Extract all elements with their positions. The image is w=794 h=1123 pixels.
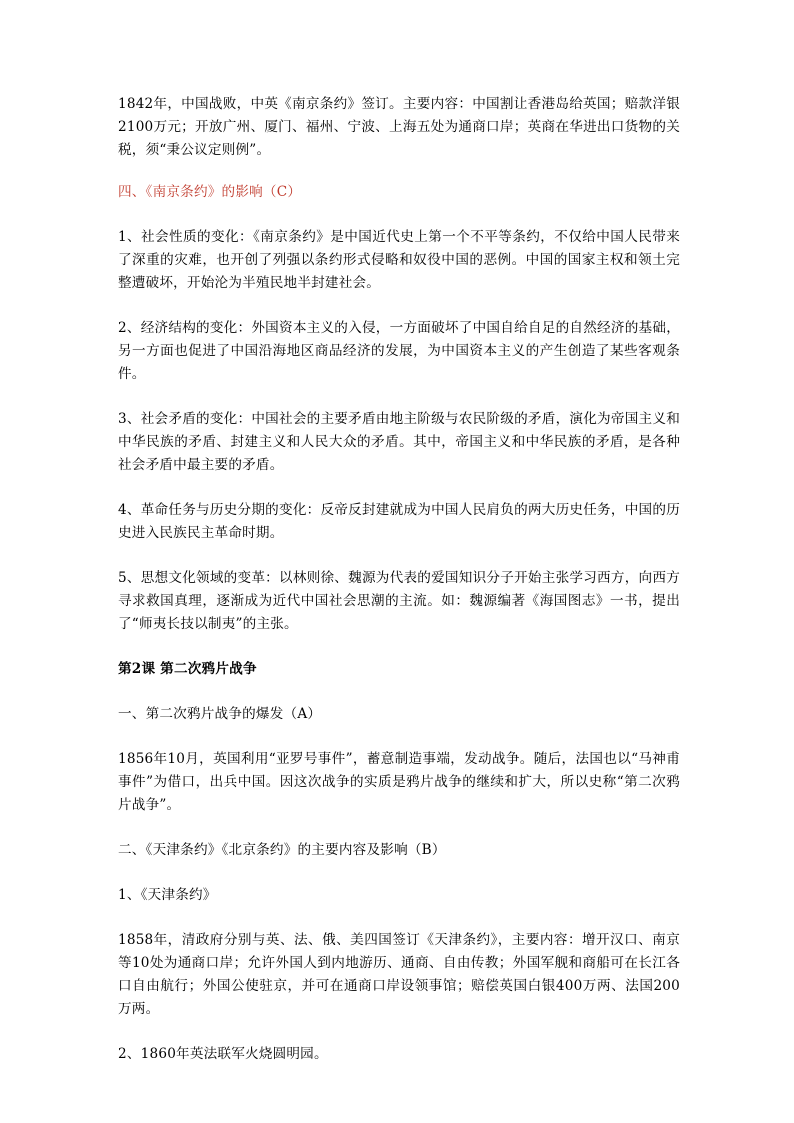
paragraph-social-contradiction: 3、社会矛盾的变化：中国社会的主要矛盾由地主阶级与农民阶级的矛盾，演化为帝国主义和中华民族的矛盾、封建主义和人民大众的矛盾。其中，帝国主义和中华民族的矛盾，是各种社会矛盾中最主要的矛盾。 [118, 411, 680, 473]
paragraph-tianjin-treaty: 1858年，清政府分别与英、法、俄、美四国签订《天津条约》，主要内容：增开汉口、南京等10处为通商口岸；允许外国人到内地游历、通商、自由传教；外国军舰和商船可在长江各口自由航行；外国公使驻京，并可在通商口岸设领事馆；赔偿英国白银400万两、法国200万两。 [118, 932, 680, 1017]
paragraph-war-outbreak: 1856年10月，英国利用“亚罗号事件”，蓄意制造事端，发动战争。随后，法国也以“马神甫事件”为借口，出兵中国。因这次战争的实质是鸦片战争的继续和扩大，所以史称“第二次鸦片战争”。 [118, 751, 680, 813]
subheading-tianjin-treaty: 1、《天津条约》 [118, 887, 217, 903]
section-heading-nanjing-impact: 四、《南京条约》的影响（C） [118, 184, 302, 200]
lesson-title: 第2课 第二次鸦片战争 [118, 661, 257, 677]
paragraph-economic-structure: 2、经济结构的变化：外国资本主义的入侵，一方面破坏了中国自给自足的自然经济的基础，另一方面也促进了中国沿海地区商品经济的发展，为中国资本主义的产生创造了某些客观条件。 [118, 320, 680, 382]
paragraph-nanjing-treaty-content: 1842年，中国战败，中英《南京条约》签订。主要内容：中国割让香港岛给英国；赔款洋银2100万元；开放广州、厦门、福州、宁波、上海五处为通商口岸；英商在华进出口货物的关税，须“秉公议定则例”。 [118, 96, 680, 158]
section-heading-war-outbreak: 一、第二次鸦片战争的爆发（A） [118, 706, 322, 722]
document-page [118, 93, 680, 1066]
section-heading-treaties: 二、《天津条约》《北京条约》的主要内容及影响（B） [118, 842, 446, 858]
paragraph-yuanmingyuan: 2、1860年英法联军火烧圆明园。 [118, 1046, 328, 1062]
paragraph-thought-culture: 5、思想文化领域的变革：以林则徐、魏源为代表的爱国知识分子开始主张学习西方，向西方寻求救国真理，逐渐成为近代中国社会思潮的主流。如：魏源编著《海国图志》一书，提出了“师夷长技以制夷”的主张。 [118, 570, 680, 632]
paragraph-social-nature: 1、社会性质的变化：《南京条约》是中国近代史上第一个不平等条约，不仅给中国人民带来了深重的灾难，也开创了列强以条约形式侵略和奴役中国的恶例。中国的国家主权和领土完整遭破坏，开始沦为半殖民地半封建社会。 [118, 229, 680, 291]
paragraph-revolution-task: 4、革命任务与历史分期的变化：反帝反封建就成为中国人民肩负的两大历史任务，中国的历史进入民族民主革命时期。 [118, 502, 680, 541]
